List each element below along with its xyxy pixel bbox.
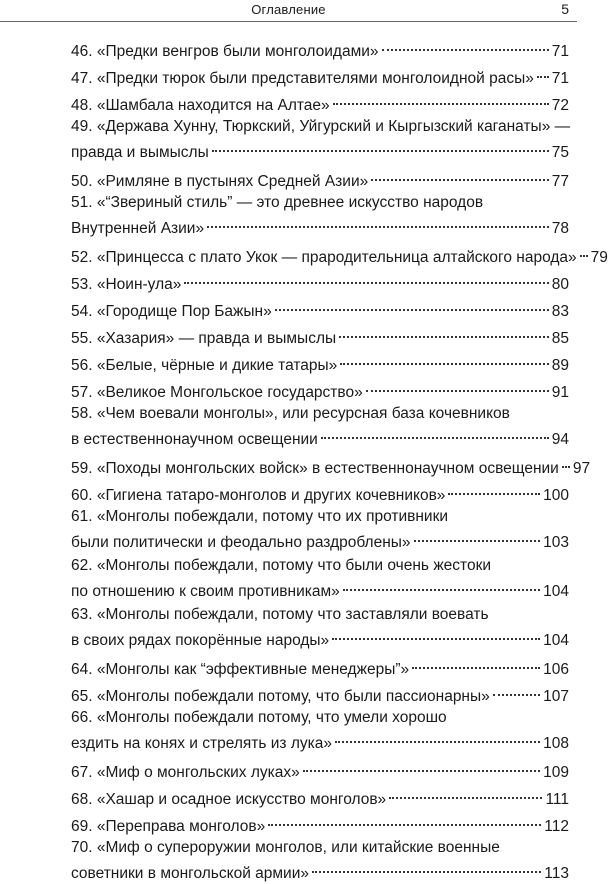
toc-entry-line <box>71 36 569 60</box>
toc-entry-line <box>71 90 569 114</box>
toc-entry-page: 113 <box>544 865 569 882</box>
toc-entry-line <box>71 784 569 808</box>
toc-entry-title: 52. «Принцесса с плато Укок — прародительница алтайского народа» <box>71 249 577 266</box>
toc-entry[interactable] <box>71 507 569 551</box>
toc-entry-line <box>71 137 569 161</box>
toc-entry[interactable] <box>71 556 569 600</box>
toc-entry-line <box>71 350 569 374</box>
toc-entry[interactable] <box>71 36 569 60</box>
toc-entry-title: 68. «Хашар и осадное искусство монголов» <box>71 791 387 808</box>
toc-entry-line <box>71 728 569 752</box>
dot-leader <box>321 424 549 444</box>
dot-leader <box>382 36 549 56</box>
toc-entry-title: 66. «Монголы побеждали потому, что умели хорошо <box>71 709 447 726</box>
dot-leader <box>339 323 549 343</box>
toc-entry-title: в естественнонаучном освещении <box>71 431 318 448</box>
toc-entry-title: ездить на конях и стрелять из лука» <box>71 735 332 752</box>
dot-leader <box>580 242 588 262</box>
toc-entry-title: 49. «Держава Хунну, Тюркский, Уйгурский и Кыргызский каганаты» — <box>71 118 571 135</box>
toc-entry-line <box>71 625 569 649</box>
running-header-title: Оглавление <box>251 2 326 17</box>
dot-leader <box>184 269 548 289</box>
page-number: 5 <box>561 1 569 17</box>
toc-entry-page: 106 <box>543 661 569 678</box>
toc-entry-title: 63. «Монголы побеждали, потому что заставляли воевать <box>71 606 489 623</box>
toc-entry-title: 48. «Шамбала находится на Алтае» <box>71 97 330 114</box>
toc-entry[interactable] <box>71 404 569 448</box>
toc-entry-line <box>71 527 569 551</box>
toc-entry-line <box>71 858 569 882</box>
toc-entry-page: 78 <box>551 220 569 237</box>
toc-entry-line <box>71 576 569 600</box>
dot-leader <box>312 858 541 878</box>
dot-leader <box>493 681 540 701</box>
toc-entry-page: 112 <box>544 818 569 835</box>
toc-entry-page: 104 <box>543 632 569 649</box>
dot-leader <box>212 137 549 157</box>
dot-leader <box>414 527 541 547</box>
dot-leader <box>537 63 549 83</box>
toc-entry-page: 71 <box>551 70 569 87</box>
toc-entry-page: 104 <box>543 583 569 600</box>
toc-entry-line <box>71 404 569 424</box>
toc-entry[interactable] <box>71 681 569 705</box>
toc-entry-title: 61. «Монголы побеждали, потому что их противники <box>71 508 449 525</box>
toc-entry[interactable] <box>71 453 591 477</box>
toc-entry-title: в своих рядах покорённые народы» <box>71 632 330 649</box>
dot-leader <box>333 90 549 110</box>
toc-entry[interactable] <box>71 63 569 87</box>
toc-entry[interactable] <box>71 166 569 190</box>
toc-entry[interactable] <box>71 654 569 678</box>
dot-leader <box>371 166 549 186</box>
toc-entry-title: 55. «Хазария» — правда и вымыслы <box>71 330 337 347</box>
toc-entry-page: 77 <box>551 173 569 190</box>
toc-entry-title: по отношению к своим противникам» <box>71 583 340 600</box>
toc-entry-title: 47. «Предки тюрок были представителями монголоидной расы» <box>71 70 534 87</box>
toc-entry-line <box>71 323 569 347</box>
toc-entry-line <box>71 838 569 858</box>
dot-leader <box>332 625 540 645</box>
dot-leader <box>335 728 540 748</box>
toc-entry-title: 67. «Миф о монгольских луках» <box>71 764 300 781</box>
toc-entry[interactable] <box>71 296 569 320</box>
toc-entry-page: 75 <box>551 144 569 161</box>
toc-entry-page: 97 <box>572 460 591 477</box>
toc-entry-page: 108 <box>543 735 569 752</box>
toc-entry-title: 51. «“Звериный стиль” — это древнее искусство народов <box>71 194 484 211</box>
toc-entry[interactable] <box>71 323 569 347</box>
dot-leader <box>389 784 542 804</box>
toc-entry-line <box>71 556 569 576</box>
running-header <box>0 0 577 20</box>
toc-entry-line <box>71 269 569 293</box>
dot-leader <box>562 453 570 473</box>
toc-entry-title: 64. «Монголы как “эффективные менеджеры”» <box>71 661 410 678</box>
dot-leader <box>412 654 540 674</box>
toc-entry-title: 53. «Ноин-ула» <box>71 276 182 293</box>
dot-leader <box>275 296 549 316</box>
dot-leader <box>207 213 549 233</box>
toc-entry-page: 107 <box>543 688 569 705</box>
toc-entry-page: 71 <box>551 43 569 60</box>
toc-entry-line <box>71 480 569 504</box>
toc-entry[interactable] <box>71 757 569 781</box>
toc-entry[interactable] <box>71 117 571 161</box>
toc-entry-title: 65. «Монголы побеждали потому, что были пассионарны» <box>71 688 490 705</box>
toc-entry-page: 109 <box>543 764 569 781</box>
dot-leader <box>448 480 540 500</box>
toc-entry-line <box>71 708 569 728</box>
toc-entry-title: 69. «Переправа монголов» <box>71 818 266 835</box>
toc-entry-page: 89 <box>551 357 569 374</box>
toc-entry[interactable] <box>71 269 569 293</box>
toc-entry-title: 54. «Городище Пор Бажын» <box>71 303 272 320</box>
toc-entry-line <box>71 507 569 527</box>
toc-entry-title: 56. «Белые, чёрные и дикие татары» <box>71 357 338 374</box>
toc-entry-page: 72 <box>551 97 569 114</box>
toc-entry[interactable] <box>71 242 608 266</box>
toc-entry-page: 111 <box>545 791 569 808</box>
toc-entry[interactable] <box>71 480 569 504</box>
toc-entry-title: 57. «Великое Монгольское государство» <box>71 384 363 401</box>
toc-entry-title: 70. «Миф о супероружии монголов, или китайские военные <box>71 839 500 856</box>
toc-entry-title: 60. «Гигиена татаро-монголов и других кочевников» <box>71 487 446 504</box>
toc-entry-line <box>71 654 569 678</box>
toc-entry-title: Внутренней Азии» <box>71 220 205 237</box>
toc-entry-page: 83 <box>551 303 569 320</box>
toc-entry-page: 100 <box>543 487 569 504</box>
toc-entry-line <box>71 117 569 137</box>
toc-entry-title: 62. «Монголы побеждали, потому что были очень жестоки <box>71 557 492 574</box>
header-rule <box>0 21 577 22</box>
toc-entry-title: правда и вымыслы <box>71 144 209 161</box>
toc-entry-line <box>71 811 569 835</box>
toc-entry-line <box>71 757 569 781</box>
toc-entry[interactable] <box>71 838 569 882</box>
toc-entry-title: 58. «Чем воевали монголы», или ресурсная база кочевников <box>71 405 510 422</box>
dot-leader <box>340 350 548 370</box>
toc-entry-line <box>71 453 591 477</box>
toc-entry[interactable] <box>71 811 569 835</box>
toc-entry-page: 85 <box>551 330 569 347</box>
toc-entry-line <box>71 166 569 190</box>
toc-entry-line <box>71 377 569 401</box>
toc-entry[interactable] <box>71 605 569 649</box>
toc-entry-title: 46. «Предки венгров были монголоидами» <box>71 43 379 60</box>
toc-entry-line <box>71 605 569 625</box>
dot-leader <box>303 757 540 777</box>
toc-entry-page: 79 <box>590 249 608 266</box>
toc-entry-title: 50. «Римляне в пустынях Средней Азии» <box>71 173 369 190</box>
toc-entry-title: советники в монгольской армии» <box>71 865 309 882</box>
toc-entry[interactable] <box>71 377 569 401</box>
toc-entry[interactable] <box>71 350 569 374</box>
toc-entry-line <box>71 193 569 213</box>
toc-entry-line <box>71 213 569 237</box>
toc-entry[interactable] <box>71 784 569 808</box>
toc-entry-page: 103 <box>543 534 569 551</box>
dot-leader <box>366 377 549 397</box>
dot-leader <box>268 811 541 831</box>
toc-entry-page: 80 <box>551 276 569 293</box>
toc-entry[interactable] <box>71 90 569 114</box>
toc-entry-page: 91 <box>551 384 569 401</box>
toc-entry-page: 94 <box>551 431 569 448</box>
toc-entry-line <box>71 296 569 320</box>
toc-entry-title: были политически и феодально раздроблены» <box>71 534 411 551</box>
toc-entry-line <box>71 63 569 87</box>
dot-leader <box>343 576 540 596</box>
toc-entry-line <box>71 242 608 266</box>
toc-entry[interactable] <box>71 193 569 237</box>
toc-entry-line <box>71 681 569 705</box>
toc-entry[interactable] <box>71 708 569 752</box>
toc-entry-line <box>71 424 569 448</box>
toc-entry-title: 59. «Походы монгольских войск» в естественнонаучном освещении <box>71 460 559 477</box>
